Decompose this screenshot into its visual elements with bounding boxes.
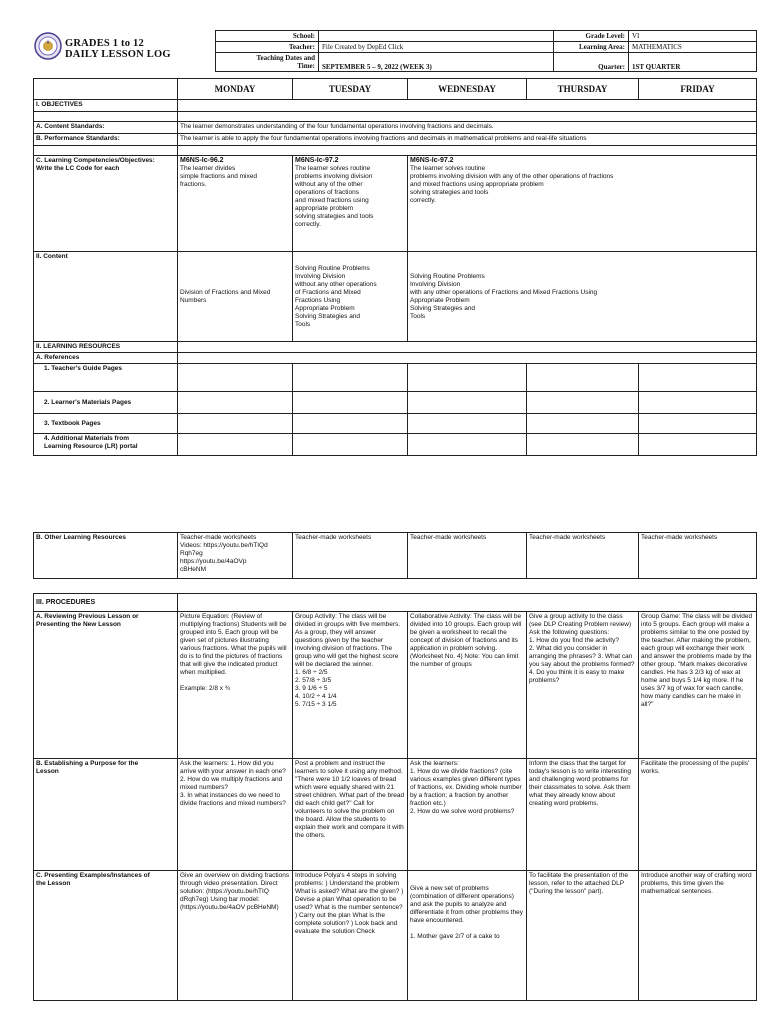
performance-standards-text: The learner is able to apply the four fundamental operations involving fractions and decimals in mathematical problems and real-life situations (178, 134, 757, 146)
day-header-tuesday: TUESDAY (293, 79, 408, 100)
school-value (319, 31, 554, 42)
performance-standards-label: B. Performance Standards: (34, 134, 178, 146)
content-wednesday: Solving Routine Problems Involving Division with any other operations of Fractions and Mixed Fractions Using Appropriate Problem Solving Strategies and Tools (408, 252, 757, 342)
content-standards-label: A. Content Standards: (34, 122, 178, 134)
competency-code-wednesday: M6NS-Ic-97.2 (410, 157, 454, 164)
teaching-dates-label-line1: Teaching Dates and (256, 54, 315, 62)
learning-area-value: MATHEMATICS (629, 42, 757, 53)
learning-area-label: Learning Area: (554, 42, 629, 53)
objectives-heading: I. OBJECTIVES (34, 100, 178, 112)
quarter-label: Quarter: (554, 53, 629, 72)
lm-thursday (527, 392, 639, 414)
teachers-guide-label: 1. Teacher's Guide Pages (34, 364, 178, 392)
review-wednesday: Collaborative Activity: The class will be divided into 10 groups. Each group will be given a worksheet to recall the concept of division of fractions and its application in problem solving. (Worksheet No. 4) Note: You can limit the number of groups (408, 612, 527, 759)
other-resources-label: B. Other Learning Resources (34, 533, 178, 579)
procedures-heading-blank (178, 594, 757, 612)
title-line-1: GRADES 1 to 12 (65, 38, 144, 49)
tb-monday (178, 414, 293, 434)
lm-monday (178, 392, 293, 414)
examples-thursday: To facilitate the presentation of the lesson, refer to the attached DLP ("During the lesson" part). (527, 871, 639, 1001)
procedures-heading: III. PROCEDURES (34, 594, 178, 612)
school-label: School: (216, 31, 319, 42)
review-thursday: Give a group activity to the class (see DLP Creating Problem review) Ask the following questions: 1. How do you find the activity? 2. What did you consider in arranging the phrases? 3. What can you say about the problems formed? 4. Do you think it is easy to make problems? (527, 612, 639, 759)
teaching-dates-value: SEPTEMBER 5 – 9, 2022 (WEEK 3) (319, 53, 554, 72)
spacer-cell (34, 112, 178, 122)
other-resources-table (33, 532, 757, 579)
purpose-thursday: Inform the class that the target for today's lesson is to write interesting and challenging word problems for their classmates to solve. Ask them what they already know about creating word problems. (527, 759, 639, 871)
document-title (65, 38, 215, 60)
reviewing-lesson-label: A. Reviewing Previous Lesson or Presenting the New Lesson (34, 612, 178, 759)
review-monday: Picture Equation: (Review of multiplying fractions) Students will be grouped into 5. Each group will be given set of pictures illustrating various fractions. What the pupils will do is to find the pictures of fractions that will give the indicated product when multiplied. Example: 2/8 x ¾ (178, 612, 293, 759)
content-monday: Division of Fractions and Mixed Numbers (178, 252, 293, 342)
tg-tuesday (293, 364, 408, 392)
competency-tuesday (293, 156, 408, 252)
tb-friday (639, 414, 757, 434)
references-blank (178, 353, 757, 364)
purpose-tuesday: Post a problem and instruct the learners to solve it using any method. "There were 10 1/2 loaves of bread which were equally shared with 21 street children. What part of the bread did each child get?" Call for volunteers to solve the problem on the board. Allow the students to explain their work and compare it with the others. (293, 759, 408, 871)
lm-wednesday (408, 392, 527, 414)
day-header-monday: MONDAY (178, 79, 293, 100)
am-wednesday (408, 434, 527, 456)
purpose-friday: Facilitate the processing of the pupils' works. (639, 759, 757, 871)
header-info-table (215, 30, 757, 72)
content-tuesday: Solving Routine Problems Involving Division without any other operations of Fractions and Mixed Fractions Using Appropriate Problem Solving Strategies and Tools (293, 252, 408, 342)
content-standards-text: The learner demonstrates understanding of the four fundamental operations involving fractions and decimals. (178, 122, 757, 134)
grade-level-label: Grade Level: (554, 31, 629, 42)
textbook-pages-label: 3. Textbook Pages (34, 414, 178, 434)
lesson-log-table-top (33, 78, 757, 456)
competency-text-wednesday: The learner solves routine problems involving division with any of the other operations of fractions and mixed fractions using appropriate problem solving strategies and tools correctly. (410, 165, 614, 204)
title-line-2: DAILY LESSON LOG (65, 49, 171, 60)
learning-resources-blank (178, 342, 757, 353)
spacer-row (178, 112, 757, 122)
am-friday (639, 434, 757, 456)
competency-code-tuesday: M6NS-Ic-97.2 (295, 157, 339, 164)
other-resources-friday: Teacher-made worksheets (639, 533, 757, 579)
spacer-row (178, 146, 757, 156)
content-label: II. Content (34, 252, 178, 342)
examples-wednesday: Give a new set of problems (combination of different operations) and ask the pupils to analyze and differentiate it from other problems they have encountered. 1. Mother gave 2/7 of a cake to (408, 871, 527, 1001)
am-tuesday (293, 434, 408, 456)
am-monday (178, 434, 293, 456)
examples-tuesday: Introduce Polya's 4 steps in solving problems: ) Understand the problem What is asked? What are the given? ) Devise a plan What operation to be used? What is the number sentence? ) Carry out the plan What is the complete solution? ) Look back and evaluate the solution Check (293, 871, 408, 1001)
learners-materials-label: 2. Learner's Materials Pages (34, 392, 178, 414)
tb-thursday (527, 414, 639, 434)
presenting-examples-label: C. Presenting Examples/Instances of the Lesson (34, 871, 178, 1001)
teaching-dates-label-line2: Time: (297, 62, 315, 70)
competencies-label: C. Learning Competencies/Objectives: Write the LC Code for each (34, 156, 178, 252)
examples-friday: Introduce another way of crafting word problems, this time given the mathematical sentences. (639, 871, 757, 1001)
review-friday: Group Game: The class will be divided into 5 groups. Each group will make a problems similar to the one posted by the teacher. After making the problem, each group will exchange their work and answer the problems made by the other group. "Mark makes decorative candles. He has 3 2/3 kg of wax at home and buys 5 1/4 kg more. If he uses 3/7 kg of wax for each candle, how many candles can he make in all?" (639, 612, 757, 759)
teaching-dates-label (216, 53, 319, 72)
other-resources-monday: Teacher-made worksheets Videos: https://youtu.be/hTIQd Rqh7eg https://youtu.be/4aOVp cBHeNM (178, 533, 293, 579)
spacer-cell (34, 146, 178, 156)
other-resources-thursday: Teacher-made worksheets (527, 533, 639, 579)
purpose-wednesday: Ask the learners: 1. How do we divide fractions? (cite various examples given different types of fractions, ex. Dividing whole number by a fraction; a fraction by another fraction etc.) 2. How do we solve word problems? (408, 759, 527, 871)
lm-tuesday (293, 392, 408, 414)
other-resources-tuesday: Teacher-made worksheets (293, 533, 408, 579)
blank-corner-cell (34, 79, 178, 100)
additional-materials-label: 4. Additional Materials from Learning Resource (LR) portal (34, 434, 178, 456)
day-header-thursday: THURSDAY (527, 79, 639, 100)
tg-monday (178, 364, 293, 392)
grade-level-value: VI (629, 31, 757, 42)
procedures-table (33, 593, 757, 1001)
other-resources-wednesday: Teacher-made worksheets (408, 533, 527, 579)
competency-wednesday (408, 156, 757, 252)
am-thursday (527, 434, 639, 456)
examples-monday: Give an overview on dividing fractions through video presentation. Direct solution: (https://youtu.be/hTIQ dRqh7eg) Using bar model: (https://youtu.be/4aOV pcBHeNM) (178, 871, 293, 1001)
purpose-monday: Ask the learners: 1. How did you arrive with your answer in each one? 2. How do we multiply fractions and mixed numbers? 3. In what instances do we need to divide fractions and mixed numbers? (178, 759, 293, 871)
objectives-heading-blank (178, 100, 757, 112)
tg-wednesday (408, 364, 527, 392)
competency-code-monday: M6NS-Ic-96.2 (180, 157, 224, 164)
references-label: A. References (34, 353, 178, 364)
competency-text-tuesday: The learner solves routine problems involving division without any of the other operations of fractions and mixed fractions using appropriate problem solving strategies and tools correctly. (295, 165, 374, 228)
learning-resources-heading: II. LEARNING RESOURCES (34, 342, 178, 353)
tb-tuesday (293, 414, 408, 434)
tg-friday (639, 364, 757, 392)
competency-monday (178, 156, 293, 252)
review-tuesday: Group Activity: The class will be divided in groups with five members. As a group, they will answer questions given by the teacher involving division of fractions. The group who will get the highest score will be declared the winner. 1. 6/8 ÷ 2/5 2. 57/8 ÷ 3/5 3. 9 1/6 ÷ 5 4. 10/2 ÷ 4 1/4 5. 7/15 ÷ 3 1/5 (293, 612, 408, 759)
teacher-label: Teacher: (216, 42, 319, 53)
establishing-purpose-label: B. Establishing a Purpose for the Lesson (34, 759, 178, 871)
deped-logo (34, 32, 62, 60)
tb-wednesday (408, 414, 527, 434)
teacher-value: File Created by DepEd Click (319, 42, 554, 53)
deped-seal-icon (34, 32, 62, 60)
competency-text-monday: The learner divides simple fractions and mixed fractions. (180, 165, 257, 188)
day-header-friday: FRIDAY (639, 79, 757, 100)
day-header-wednesday: WEDNESDAY (408, 79, 527, 100)
tg-thursday (527, 364, 639, 392)
lm-friday (639, 392, 757, 414)
quarter-value: 1ST QUARTER (629, 53, 757, 72)
